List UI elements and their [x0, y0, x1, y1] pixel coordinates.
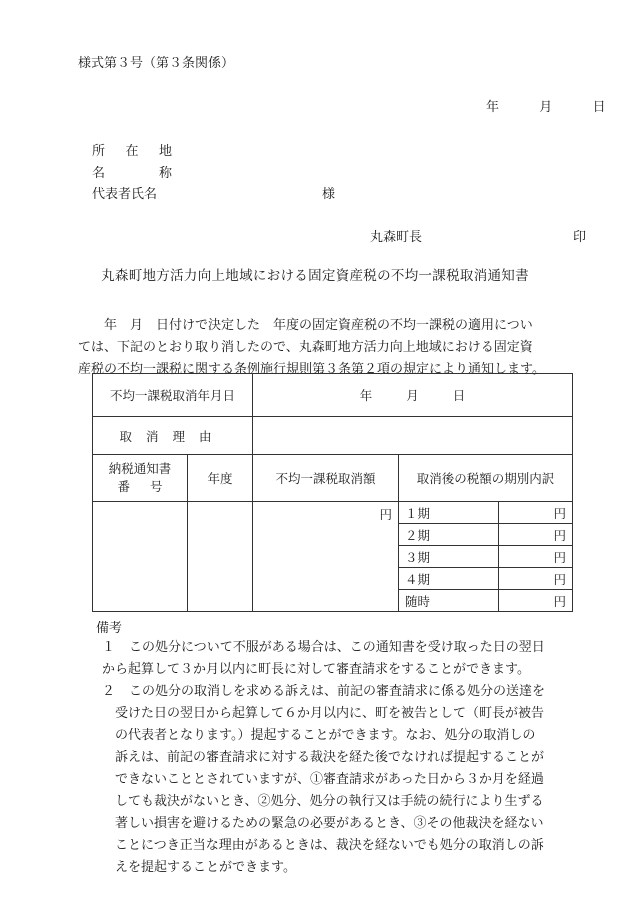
body-line-3: 産税の不均一課税に関する条例施行規則第３条第２項の規定により通知します。 [78, 362, 545, 377]
issuer-title: 丸森町長 [370, 230, 423, 245]
remark-item-1 [102, 637, 590, 681]
name-label: 名称 [92, 166, 172, 181]
recipient-name [92, 162, 172, 181]
seal-mark: 印 [573, 230, 587, 245]
period-label: ３期 [399, 546, 499, 568]
table-header-row [93, 455, 573, 502]
recipient-location [92, 140, 172, 159]
fiscal-year-value [188, 502, 253, 612]
notice-number-header [93, 455, 188, 502]
notice-number-label-1: 納税通知書 [108, 461, 172, 476]
cancel-date-day: 日 [452, 388, 466, 403]
cancellation-table [92, 373, 573, 612]
remark-line: 著しい損害を避けるための緊急の必要があるとき、③その他裁決を経ない [115, 816, 544, 831]
cancel-date-value [253, 374, 573, 417]
date-year: 年 [486, 100, 500, 115]
remark-line: 受けた日の翌日から起算して６か月以内に、町を被告として（町長が被告 [115, 706, 545, 721]
table-row [93, 417, 573, 455]
table-row [93, 502, 573, 524]
cancel-amount-header: 不均一課税取消額 [253, 455, 399, 502]
period-amount: 円 [499, 524, 573, 546]
location-label: 所在地 [92, 144, 172, 159]
form-number: 様式第３号（第３条関係） [78, 56, 235, 71]
remark-line: ことにつき正当な理由があるときは、裁決を経ないでも処分の取消しの訴 [115, 838, 544, 853]
remark-line: の代表者となります。）提起することができます。なお、処分の取消しの [115, 728, 536, 743]
remark-line: この処分について不服がある場合は、この通知書を受け取った日の翌日 [129, 640, 545, 655]
cancel-date-year: 年 [359, 388, 373, 403]
issue-date [486, 96, 606, 115]
remark-line: しても裁決がないとき、②処分、処分の執行又は手続の続行により生ずる [115, 794, 544, 809]
reason-label-cell [93, 417, 253, 455]
period-label: １期 [399, 502, 499, 524]
remark-number: １ [102, 640, 116, 655]
fiscal-year-header: 年度 [188, 455, 253, 502]
remark-line: 訴えは、前記の審査請求に対する裁決を経た後でなければ提起することが [115, 750, 545, 765]
representative-label: 代表者氏名 [92, 187, 158, 202]
honorific: 様 [322, 187, 336, 202]
reason-value [253, 417, 573, 455]
remark-line: から起算して３か月以内に町長に対して審査請求をすることができます。 [102, 662, 530, 677]
remark-line: この処分の取消しを求める訴えは、前記の審査請求に係る処分の送達を [129, 684, 546, 699]
period-label: ４期 [399, 568, 499, 590]
notice-number-label-2: 番号 [117, 479, 183, 494]
period-label: ２期 [399, 524, 499, 546]
date-day: 日 [592, 100, 606, 115]
period-amount: 円 [499, 546, 573, 568]
body-line-1: 年 月 日付けで決定した 年度の固定資産税の不均一課税の適用につい [104, 318, 533, 333]
remarks-heading: 備考 [96, 621, 123, 636]
cancel-date-label: 不均一課税取消年月日 [93, 374, 253, 417]
period-amount: 円 [499, 568, 573, 590]
period-amount: 円 [499, 590, 573, 612]
body-line-2: ては、下記のとおり取り消したので、丸森町地方活力向上地域における固定資 [78, 340, 533, 355]
recipient-representative [92, 183, 157, 202]
body-paragraph [78, 315, 578, 381]
table-row [93, 374, 573, 417]
remark-number: ２ [102, 684, 116, 699]
date-month: 月 [539, 100, 553, 115]
period-label: 随時 [399, 590, 499, 612]
notice-number-value [93, 502, 188, 612]
cancel-amount-value: 円 [253, 502, 399, 612]
breakdown-header: 取消後の税額の期別内訳 [399, 455, 573, 502]
remark-line: えを提起することができます。 [115, 860, 296, 875]
remark-item-2 [102, 681, 590, 879]
document-title: 丸森町地方活力向上地域における固定資産税の不均一課税取消通知書 [101, 268, 529, 284]
reason-label: 取消理由 [119, 428, 226, 444]
period-amount: 円 [499, 502, 573, 524]
remark-line: できないこととされていますが、①審査請求があった日から３か月を経過 [115, 772, 544, 787]
cancel-date-month: 月 [406, 388, 419, 403]
